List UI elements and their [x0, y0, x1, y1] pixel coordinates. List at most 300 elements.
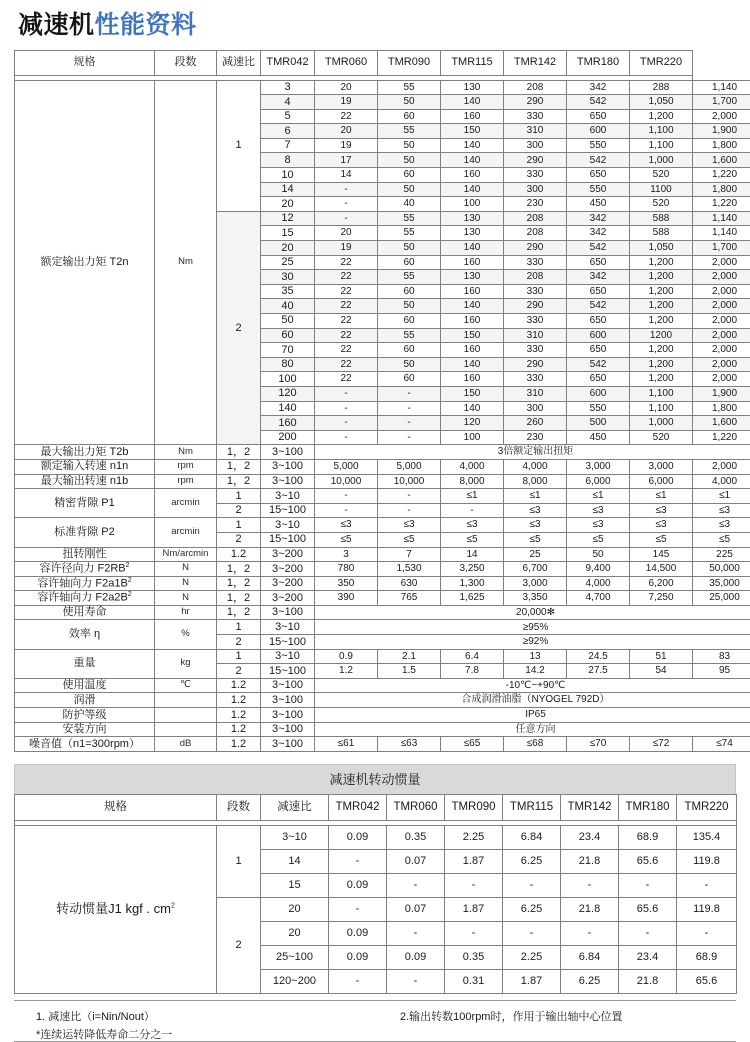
spec-label: 安装方向 — [15, 722, 155, 737]
spec-unit: arcmin — [155, 518, 217, 547]
ratio-cell: 30 — [261, 270, 315, 285]
value-cell: 60 — [378, 372, 441, 387]
value-cell: 1,300 — [441, 576, 504, 591]
table-row — [15, 459, 750, 474]
value-cell: 23.4 — [619, 945, 677, 969]
value-cell: ≤1 — [630, 489, 693, 504]
perf-header-6: TMR115 — [441, 50, 504, 75]
value-cell: - — [445, 873, 503, 897]
stage-count-cell: 1.2 — [217, 678, 261, 693]
value-cell: 550 — [567, 138, 630, 153]
inertia-header-row — [15, 794, 737, 820]
value-cell: 0.09 — [329, 825, 387, 849]
value-cell: - — [315, 489, 378, 504]
value-cell: 2,000 — [693, 372, 750, 387]
ratio-cell: 120~200 — [261, 969, 329, 993]
value-cell: 600 — [567, 328, 630, 343]
merged-value-cell: IP65 — [315, 708, 750, 723]
value-cell: 130 — [441, 211, 504, 226]
value-cell: 1.5 — [378, 664, 441, 679]
value-cell: 8,000 — [504, 474, 567, 489]
spec-unit: arcmin — [155, 489, 217, 518]
value-cell: 450 — [567, 430, 630, 445]
value-cell: 1,220 — [693, 430, 750, 445]
value-cell: 120 — [441, 416, 504, 431]
value-cell: - — [315, 197, 378, 212]
value-cell: 1,000 — [630, 153, 693, 168]
value-cell: ≤70 — [567, 737, 630, 752]
ratio-cell: 8 — [261, 153, 315, 168]
value-cell: 60 — [378, 109, 441, 124]
stage-count-cell: 1.2 — [217, 722, 261, 737]
value-cell: 0.35 — [387, 825, 445, 849]
value-cell: 330 — [504, 314, 567, 329]
value-cell: 7 — [378, 547, 441, 562]
value-cell: 1,100 — [630, 138, 693, 153]
value-cell: 8,000 — [441, 474, 504, 489]
value-cell: 20 — [315, 80, 378, 95]
value-cell: 17 — [315, 153, 378, 168]
value-cell: 6.25 — [503, 897, 561, 921]
value-cell: 14 — [315, 168, 378, 183]
value-cell: 1,220 — [693, 168, 750, 183]
value-cell: 65.6 — [619, 849, 677, 873]
table-row — [15, 547, 750, 562]
value-cell: 300 — [504, 138, 567, 153]
value-cell: 22 — [315, 270, 378, 285]
value-cell: 140 — [441, 138, 504, 153]
value-cell: 588 — [630, 211, 693, 226]
ratio-cell: 15~100 — [261, 635, 315, 650]
value-cell: 7,250 — [630, 591, 693, 606]
ratio-cell: 60 — [261, 328, 315, 343]
page-title-primary: 减速机 — [18, 11, 95, 39]
value-cell: 60 — [378, 255, 441, 270]
value-cell: 650 — [567, 314, 630, 329]
ratio-cell: 25 — [261, 255, 315, 270]
value-cell: 1,530 — [378, 562, 441, 577]
value-cell: 19 — [315, 241, 378, 256]
ratio-cell: 3~10 — [261, 489, 315, 504]
value-cell: 19 — [315, 95, 378, 110]
value-cell: 140 — [441, 357, 504, 372]
ratio-cell: 40 — [261, 299, 315, 314]
value-cell: 1,900 — [693, 386, 750, 401]
value-cell: 650 — [567, 284, 630, 299]
value-cell: 1,800 — [693, 401, 750, 416]
value-cell: 588 — [630, 226, 693, 241]
stage-count-cell: 1，2 — [217, 605, 261, 620]
value-cell: 290 — [504, 241, 567, 256]
value-cell: 2,000 — [693, 299, 750, 314]
stage-count-cell: 1 — [217, 518, 261, 533]
perf-header-row — [15, 50, 750, 75]
value-cell: 10,000 — [315, 474, 378, 489]
spec-label: 标准背隙 P2 — [15, 518, 155, 547]
value-cell: 22 — [315, 372, 378, 387]
perf-header-7: TMR142 — [504, 50, 567, 75]
spec-unit: N — [155, 576, 217, 591]
value-cell: ≤1 — [693, 489, 750, 504]
spec-label: 使用温度 — [15, 678, 155, 693]
value-cell: 650 — [567, 343, 630, 358]
ratio-cell: 15~100 — [261, 503, 315, 518]
table-row — [15, 591, 750, 606]
value-cell: 342 — [567, 80, 630, 95]
table-row — [15, 489, 750, 504]
value-cell: ≤74 — [693, 737, 750, 752]
value-cell: 21.8 — [561, 849, 619, 873]
merged-value-cell: ≥92% — [315, 635, 750, 650]
value-cell: 1,200 — [630, 314, 693, 329]
value-cell: 22 — [315, 299, 378, 314]
ratio-cell: 7 — [261, 138, 315, 153]
ratio-cell: 3~10 — [261, 620, 315, 635]
value-cell: 5,000 — [378, 459, 441, 474]
stage-count-cell: 1.2 — [217, 547, 261, 562]
value-cell: ≤3 — [567, 518, 630, 533]
value-cell: 230 — [504, 197, 567, 212]
performance-table — [14, 50, 750, 752]
value-cell: 68.9 — [677, 945, 737, 969]
value-cell: 1.2 — [315, 664, 378, 679]
perf-header-8: TMR180 — [567, 50, 630, 75]
value-cell: ≤1 — [441, 489, 504, 504]
value-cell: 0.09 — [329, 873, 387, 897]
value-cell: 330 — [504, 372, 567, 387]
spec-label: 精密背隙 P1 — [15, 489, 155, 518]
value-cell: 60 — [378, 168, 441, 183]
value-cell: 342 — [567, 226, 630, 241]
ratio-cell: 70 — [261, 343, 315, 358]
stage-count-cell: 1.2 — [217, 708, 261, 723]
section-spacer — [14, 752, 736, 764]
value-cell: 150 — [441, 328, 504, 343]
value-cell: 208 — [504, 80, 567, 95]
ratio-cell: 20 — [261, 197, 315, 212]
value-cell: 50 — [378, 357, 441, 372]
perf-header-3: TMR042 — [261, 50, 315, 75]
value-cell: 19 — [315, 138, 378, 153]
value-cell: 330 — [504, 343, 567, 358]
value-cell: 300 — [504, 401, 567, 416]
spec-unit: % — [155, 620, 217, 649]
ratio-cell: 3~10 — [261, 518, 315, 533]
ratio-cell: 3~100 — [261, 693, 315, 708]
value-cell: ≤3 — [315, 518, 378, 533]
ratio-cell: 15~100 — [261, 532, 315, 547]
value-cell: 6,200 — [630, 576, 693, 591]
value-cell: 0.9 — [315, 649, 378, 664]
value-cell: 35,000 — [693, 576, 750, 591]
value-cell: - — [378, 401, 441, 416]
ratio-cell: 200 — [261, 430, 315, 445]
ratio-cell: 3~10 — [261, 649, 315, 664]
spec-unit — [155, 693, 217, 708]
value-cell: ≤3 — [567, 503, 630, 518]
value-cell: 95 — [693, 664, 750, 679]
value-cell: 21.8 — [561, 897, 619, 921]
ratio-cell: 3~10 — [261, 825, 329, 849]
value-cell: 119.8 — [677, 849, 737, 873]
value-cell: 1,200 — [630, 270, 693, 285]
stage-count-cell: 1 — [217, 825, 261, 897]
value-cell: 1,220 — [693, 197, 750, 212]
value-cell: 330 — [504, 284, 567, 299]
spec-unit: dB — [155, 737, 217, 752]
merged-value-cell: 3倍额定输出扭矩 — [315, 445, 750, 460]
value-cell: 55 — [378, 211, 441, 226]
ratio-cell: 20 — [261, 241, 315, 256]
value-cell: 0.09 — [329, 921, 387, 945]
value-cell: ≤3 — [378, 518, 441, 533]
value-cell: 100 — [441, 197, 504, 212]
value-cell: 765 — [378, 591, 441, 606]
value-cell: 1100 — [630, 182, 693, 197]
value-cell: 6,000 — [630, 474, 693, 489]
stage-count-cell: 1，2 — [217, 576, 261, 591]
value-cell: 50 — [378, 138, 441, 153]
value-cell: 630 — [378, 576, 441, 591]
inertia-header-9: TMR220 — [677, 794, 737, 820]
table-row — [15, 649, 750, 664]
value-cell: 542 — [567, 153, 630, 168]
value-cell: 130 — [441, 226, 504, 241]
value-cell: 21.8 — [619, 969, 677, 993]
value-cell: 1,600 — [693, 153, 750, 168]
value-cell: - — [561, 873, 619, 897]
spec-label: 扭转刚性 — [15, 547, 155, 562]
ratio-cell: 4 — [261, 95, 315, 110]
perf-header-2: 减速比 — [217, 50, 261, 75]
value-cell: 25 — [504, 547, 567, 562]
value-cell: 500 — [567, 416, 630, 431]
spec-label: 效率 η — [15, 620, 155, 649]
value-cell: 520 — [630, 197, 693, 212]
value-cell: ≤5 — [315, 532, 378, 547]
value-cell: ≤3 — [504, 518, 567, 533]
value-cell: 160 — [441, 372, 504, 387]
value-cell: 542 — [567, 241, 630, 256]
value-cell: 310 — [504, 124, 567, 139]
merged-value-cell: 20,000✻ — [315, 605, 750, 620]
value-cell: - — [378, 489, 441, 504]
value-cell: 50 — [378, 153, 441, 168]
value-cell: 208 — [504, 211, 567, 226]
stage-count-cell: 1.2 — [217, 693, 261, 708]
value-cell: 55 — [378, 328, 441, 343]
value-cell: 1,100 — [630, 401, 693, 416]
value-cell: - — [315, 416, 378, 431]
value-cell: 130 — [441, 80, 504, 95]
value-cell: 14,500 — [630, 562, 693, 577]
value-cell: - — [315, 430, 378, 445]
spec-unit: N — [155, 562, 217, 577]
value-cell: - — [441, 503, 504, 518]
value-cell: 4,000 — [693, 474, 750, 489]
value-cell: - — [329, 969, 387, 993]
value-cell: 50 — [567, 547, 630, 562]
ratio-cell: 20 — [261, 921, 329, 945]
value-cell: 1,100 — [630, 386, 693, 401]
perf-header-9: TMR220 — [630, 50, 693, 75]
spec-unit-rated-torque: Nm — [155, 80, 217, 445]
value-cell: 6.84 — [561, 945, 619, 969]
value-cell: 60 — [378, 284, 441, 299]
spec-label: 重量 — [15, 649, 155, 678]
value-cell: 40 — [378, 197, 441, 212]
value-cell: 1,800 — [693, 182, 750, 197]
inertia-header-0: 规格 — [15, 794, 217, 820]
value-cell: 140 — [441, 241, 504, 256]
value-cell: 225 — [693, 547, 750, 562]
value-cell: 290 — [504, 299, 567, 314]
value-cell: 160 — [441, 314, 504, 329]
ratio-cell: 3~200 — [261, 576, 315, 591]
value-cell: - — [619, 921, 677, 945]
value-cell: 20 — [315, 124, 378, 139]
stage-count-cell: 2 — [217, 503, 261, 518]
value-cell: 1,200 — [630, 284, 693, 299]
stage-count-cell: 1，2 — [217, 459, 261, 474]
value-cell: ≤5 — [441, 532, 504, 547]
ratio-cell: 15 — [261, 873, 329, 897]
ratio-cell: 160 — [261, 416, 315, 431]
value-cell: 330 — [504, 109, 567, 124]
value-cell: 550 — [567, 182, 630, 197]
value-cell: 25,000 — [693, 591, 750, 606]
value-cell: 0.07 — [387, 897, 445, 921]
stage-count-cell: 1.2 — [217, 737, 261, 752]
value-cell: 1,625 — [441, 591, 504, 606]
value-cell: 22 — [315, 357, 378, 372]
value-cell: 600 — [567, 124, 630, 139]
value-cell: 55 — [378, 270, 441, 285]
value-cell: 3,250 — [441, 562, 504, 577]
value-cell: ≤3 — [441, 518, 504, 533]
inertia-header-3: TMR042 — [329, 794, 387, 820]
value-cell: 1,800 — [693, 138, 750, 153]
value-cell: 22 — [315, 255, 378, 270]
value-cell: 6.25 — [503, 849, 561, 873]
value-cell: 1,600 — [693, 416, 750, 431]
value-cell: 7.8 — [441, 664, 504, 679]
value-cell: 160 — [441, 284, 504, 299]
value-cell: ≤5 — [630, 532, 693, 547]
ratio-cell: 100 — [261, 372, 315, 387]
value-cell: 1,700 — [693, 95, 750, 110]
spec-unit: Nm/arcmin — [155, 547, 217, 562]
value-cell: 14 — [441, 547, 504, 562]
value-cell: 3 — [315, 547, 378, 562]
table-row — [15, 445, 750, 460]
value-cell: - — [378, 503, 441, 518]
stage-count-cell: 1，2 — [217, 445, 261, 460]
value-cell: 290 — [504, 153, 567, 168]
value-cell: ≤5 — [378, 532, 441, 547]
value-cell: ≤61 — [315, 737, 378, 752]
value-cell: 1,100 — [630, 124, 693, 139]
value-cell: 140 — [441, 153, 504, 168]
value-cell: ≤68 — [504, 737, 567, 752]
stage-count-cell: 2 — [217, 635, 261, 650]
table-row — [15, 562, 750, 577]
ratio-cell: 14 — [261, 182, 315, 197]
inertia-header-1: 段数 — [217, 794, 261, 820]
value-cell: - — [387, 873, 445, 897]
value-cell: ≤72 — [630, 737, 693, 752]
value-cell: 4,700 — [567, 591, 630, 606]
perf-header-0: 规格 — [15, 50, 155, 75]
table-row — [15, 737, 750, 752]
merged-value-cell: 任意方向 — [315, 722, 750, 737]
value-cell: 450 — [567, 197, 630, 212]
value-cell: 230 — [504, 430, 567, 445]
value-cell: 55 — [378, 226, 441, 241]
spec-unit — [155, 722, 217, 737]
value-cell: - — [329, 849, 387, 873]
value-cell: 50 — [378, 299, 441, 314]
value-cell: 0.31 — [445, 969, 503, 993]
value-cell: 3,000 — [504, 576, 567, 591]
value-cell: 650 — [567, 255, 630, 270]
value-cell: 6.4 — [441, 649, 504, 664]
value-cell: 23.4 — [561, 825, 619, 849]
value-cell: - — [677, 873, 737, 897]
value-cell: 22 — [315, 343, 378, 358]
value-cell: 1.87 — [445, 849, 503, 873]
merged-value-cell: ≥95% — [315, 620, 750, 635]
value-cell: 1,700 — [693, 241, 750, 256]
value-cell: 55 — [378, 124, 441, 139]
stage-count-cell: 2 — [217, 211, 261, 445]
value-cell: - — [445, 921, 503, 945]
value-cell: 0.09 — [387, 945, 445, 969]
value-cell: 1200 — [630, 328, 693, 343]
value-cell: ≤1 — [567, 489, 630, 504]
value-cell: - — [315, 386, 378, 401]
stage-count-cell: 1 — [217, 620, 261, 635]
ratio-cell: 3~100 — [261, 445, 315, 460]
value-cell: 330 — [504, 255, 567, 270]
value-cell: 520 — [630, 168, 693, 183]
value-cell: 160 — [441, 343, 504, 358]
value-cell: 1,140 — [693, 226, 750, 241]
ratio-cell: 3~100 — [261, 459, 315, 474]
spec-label: 最大输出转速 n1b — [15, 474, 155, 489]
table-row — [15, 605, 750, 620]
ratio-cell: 3~100 — [261, 737, 315, 752]
value-cell: - — [378, 430, 441, 445]
ratio-cell: 3~100 — [261, 605, 315, 620]
perf-header-5: TMR090 — [378, 50, 441, 75]
value-cell: 2,000 — [693, 284, 750, 299]
value-cell: 1,900 — [693, 124, 750, 139]
value-cell: 1,000 — [630, 416, 693, 431]
inertia-table — [14, 794, 737, 994]
value-cell: 3,350 — [504, 591, 567, 606]
value-cell: 50 — [378, 95, 441, 110]
value-cell: 119.8 — [677, 897, 737, 921]
value-cell: 6,000 — [567, 474, 630, 489]
value-cell: 68.9 — [619, 825, 677, 849]
stage-count-cell: 1，2 — [217, 591, 261, 606]
value-cell: 1,200 — [630, 109, 693, 124]
ratio-cell: 3~200 — [261, 547, 315, 562]
value-cell: 1.87 — [445, 897, 503, 921]
value-cell: 6.84 — [503, 825, 561, 849]
value-cell: 208 — [504, 270, 567, 285]
